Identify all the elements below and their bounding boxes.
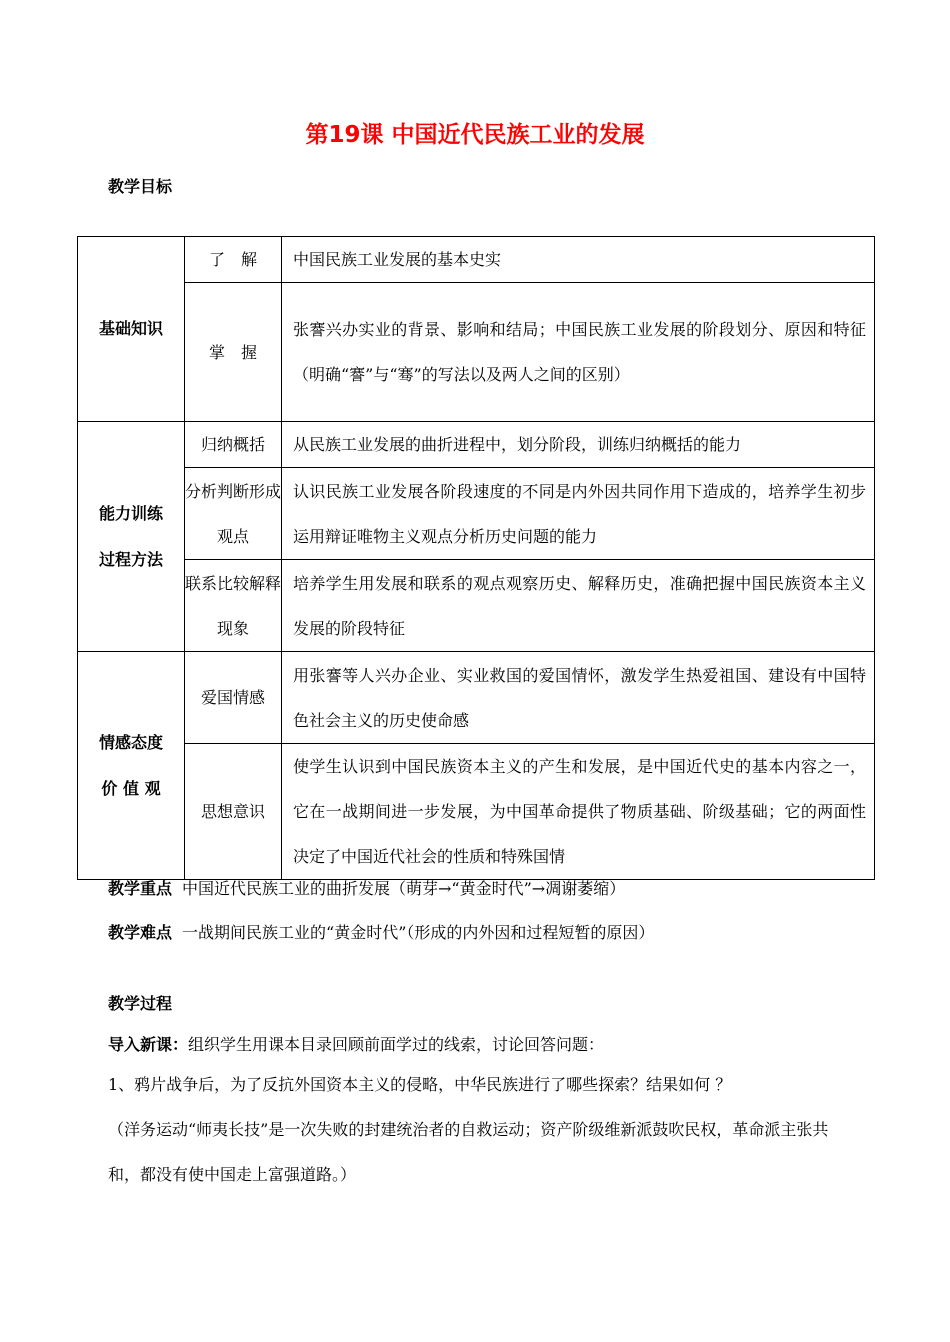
question-1: 1、鸦片战争后，为了反抗外国资本主义的侵略，中华民族进行了哪些探索？结果如何 ？ — [108, 1075, 732, 1094]
key-point — [108, 876, 625, 899]
difficult-point-label: 教学难点 — [108, 923, 173, 942]
objectives-table — [77, 236, 875, 880]
table-row — [78, 422, 875, 468]
key-point-text: 中国近代民族工业的曲折发展（萌芽→“黄金时代”→凋谢萎缩） — [182, 879, 626, 898]
key-point-label: 教学重点 — [108, 879, 173, 898]
desc-summarize: 从民族工业发展的曲折进程中，划分阶段，训练归纳概括的能力 — [282, 422, 875, 468]
category-emotion — [78, 652, 185, 880]
table-row — [78, 744, 875, 880]
difficult-point — [108, 920, 654, 943]
category-emotion-line1: 情感态度 — [98, 732, 163, 752]
process-heading: 教学过程 — [108, 994, 173, 1013]
sub-summarize: 归纳概括 — [185, 422, 282, 468]
category-ability-line2: 过程方法 — [98, 549, 163, 569]
category-ability-line1: 能力训练 — [98, 503, 163, 523]
category-emotion-line2: 价 值 观 — [101, 778, 161, 798]
intro-text: 组织学生用课本目录回顾前面学过的线索，讨论回答问题： — [188, 1035, 605, 1054]
sub-understand: 了 解 — [185, 237, 282, 283]
desc-patriotism: 用张謇等人兴办企业、实业救国的爱国情怀，激发学生热爱祖国、建设有中国特色社会主义的历史使命感 — [282, 652, 875, 744]
desc-analyze: 认识民族工业发展各阶段速度的不同是内外因共同作用下造成的，培养学生初步运用辩证唯物主义观点分析历史问题的能力 — [282, 468, 875, 560]
sub-compare: 联系比较解释现象 — [185, 560, 282, 652]
desc-understand: 中国民族工业发展的基本史实 — [282, 237, 875, 283]
desc-master: 张謇兴办实业的背景、影响和结局；中国民族工业发展的阶段划分、原因和特征（明确“謇”与“骞”的写法以及两人之间的区别） — [282, 283, 875, 422]
table-row — [78, 652, 875, 744]
objectives-heading: 教学目标 — [108, 177, 173, 196]
table-row — [78, 283, 875, 422]
table-row — [78, 560, 875, 652]
answer-1: （洋务运动“师夷长技”是一次失败的封建统治者的自救运动；资产阶级维新派鼓吹民权，革命派主张共和，都没有使中国走上富强道路。） — [108, 1120, 829, 1184]
sub-ideology: 思想意识 — [185, 744, 282, 880]
desc-ideology: 使学生认识到中国民族资本主义的产生和发展，是中国近代史的基本内容之一，它在一战期间进一步发展，为中国革命提供了物质基础、阶级基础；它的两面性决定了中国近代社会的性质和特殊国情 — [282, 744, 875, 880]
sub-patriotism: 爱国情感 — [185, 652, 282, 744]
category-basic: 基础知识 — [78, 237, 185, 422]
sub-master: 掌 握 — [185, 283, 282, 422]
difficult-point-text: 一战期间民族工业的“黄金时代”（形成的内外因和过程短暂的原因） — [182, 923, 655, 942]
sub-analyze: 分析判断形成观点 — [185, 468, 282, 560]
intro-line — [108, 1032, 604, 1055]
intro-label: 导入新课： — [108, 1035, 189, 1054]
table-row — [78, 468, 875, 560]
page-title: 第19课 中国近代民族工业的发展 — [305, 122, 645, 148]
desc-compare: 培养学生用发展和联系的观点观察历史、解释历史，准确把握中国民族资本主义发展的阶段特征 — [282, 560, 875, 652]
category-ability — [78, 422, 185, 652]
table-row — [78, 237, 875, 283]
